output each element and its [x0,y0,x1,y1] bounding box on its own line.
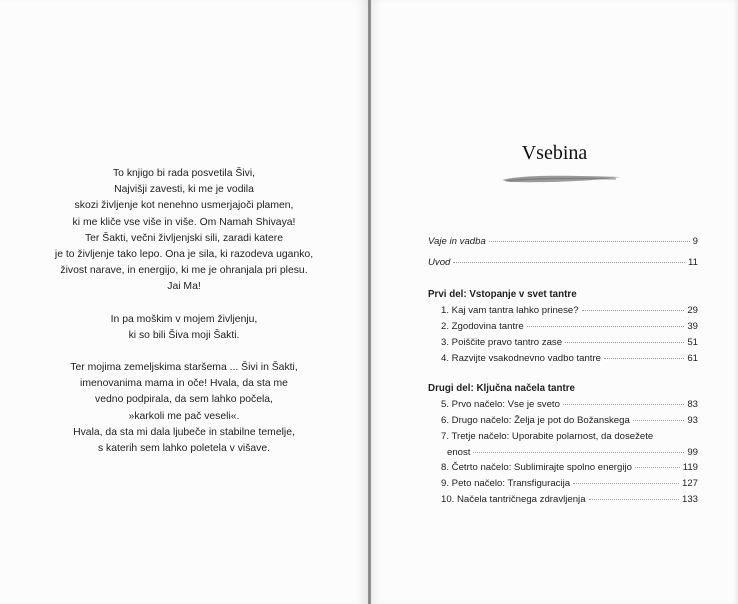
part-heading: Drugi del: Ključna načela tantre [428,383,575,394]
dedication-line: skozi življenje kot nenehno usmerjajoči plamen, [74,200,294,212]
dot-leader [563,404,684,405]
toc-entry[interactable] [428,431,698,447]
dedication-line: ki so bili Šiva moji Šakti. [128,329,240,341]
dedication-line: je to življenje tako lepo. Ona je sila, ki razodeva uganko, [54,249,314,261]
dot-leader [527,326,685,327]
toc-entry-page: 9 [692,236,698,247]
dedication-line: Ter Šakti, večni življenjski sili, zaradi katere [84,232,284,244]
toc-entry[interactable] [428,321,698,337]
toc-entry-page: 83 [687,399,698,410]
dedication-line: vedno podpirala, da sem lahko počela, [95,394,273,406]
dot-leader [573,483,679,484]
dedication-paragraph [40,312,328,344]
dedication [40,166,328,473]
toc-entry-title: 4. Razvijte vsakodnevno vadbo tantre [441,353,601,364]
toc-entry-title: Uvod [428,257,451,268]
dedication-line: živost narave, in energijo, ki me je ohranjala pri plesu. [60,265,308,277]
toc-entry-page: 119 [682,462,698,473]
toc-entry-title: 7. Tretje načelo: Uporabite polarnost, da dosežete [441,431,654,442]
dot-leader [453,262,685,263]
toc-entry-page: 99 [687,447,698,458]
toc-entry-title: 5. Prvo načelo: Vse je sveto [441,399,560,410]
toc-entry-title: 9. Peto načelo: Transfiguracija [441,478,571,489]
dedication-paragraph [40,360,328,457]
toc-entry[interactable] [428,415,698,431]
toc-entry[interactable] [428,257,698,273]
toc-entry-title: enost [447,447,471,458]
dedication-line: »karkoli me pač veseli«. [128,410,240,422]
toc-entry-page: 61 [687,353,698,364]
toc-entry-page: 133 [681,494,698,505]
dot-leader [565,342,684,343]
dedication-line: Najvišji zavesti, ki me je vodila [114,184,254,196]
dedication-line: Hvala, da sta mi dala ljubeče in stabilne temelje, [73,426,295,438]
dedication-line: imenovanima mama in oče! Hvala, da sta me [80,378,288,390]
toc-entry-page: 51 [687,337,698,348]
dedication-line: In pa moškim v mojem življenju, [110,313,258,325]
toc-entry-title: 1. Kaj vam tantra lahko prinese? [441,305,579,316]
brush-stroke-ornament [500,172,622,184]
toc-entry-title: 2. Zgodovina tantre [441,321,524,332]
toc-entry-page: 39 [687,321,698,332]
toc-entry-page: 93 [687,415,698,426]
dot-leader [473,452,684,453]
toc-entry[interactable] [428,337,698,353]
toc-entry-title: Vaje in vadba [428,236,486,247]
dedication-line: Ter mojima zemeljskima staršema ... Šivi in Šakti, [70,362,298,374]
dedication-line: To knjigo bi rada posvetila Šivi, [112,168,256,179]
dedication-line: Jai Ma! [167,281,201,293]
toc-entry[interactable] [428,399,698,415]
dot-leader [489,241,690,242]
toc-entry[interactable] [428,462,698,478]
toc-entry[interactable] [428,494,698,510]
toc-entry-title: 10. Načela tantričnega zdravljenja [441,494,586,505]
dedication-paragraph [40,166,328,296]
dot-leader [582,310,685,311]
toc-entry-page: 127 [681,478,698,489]
toc-title: Vsebina [521,142,588,164]
toc-entry-title: 8. Četrto načelo: Sublimirajte spolno energijo [441,462,632,473]
dot-leader [635,467,680,468]
part-heading: Prvi del: Vstopanje v svet tantre [428,289,577,300]
toc-entry[interactable] [428,478,698,494]
toc-entry[interactable] [428,353,698,369]
toc-entry-page: 11 [688,257,698,268]
dot-leader [589,499,679,500]
toc-entry[interactable] [428,236,698,252]
toc-entry-title: 6. Drugo načelo: Želja je pot do Božanskega [441,415,630,426]
dedication-line: ki me kliče vse više in više. Om Namah Shivaya! [72,216,296,228]
toc-entry-continuation[interactable] [428,447,698,462]
dot-leader [633,420,685,421]
toc-entry[interactable] [428,305,698,321]
table-of-contents [428,236,698,510]
dedication-line: s katerih sem lahko poletela v višave. [97,443,271,455]
toc-entry-page: 29 [687,305,698,316]
toc-entry-title: 3. Poiščite pravo tantro zase [441,337,563,348]
dot-leader [604,358,684,359]
